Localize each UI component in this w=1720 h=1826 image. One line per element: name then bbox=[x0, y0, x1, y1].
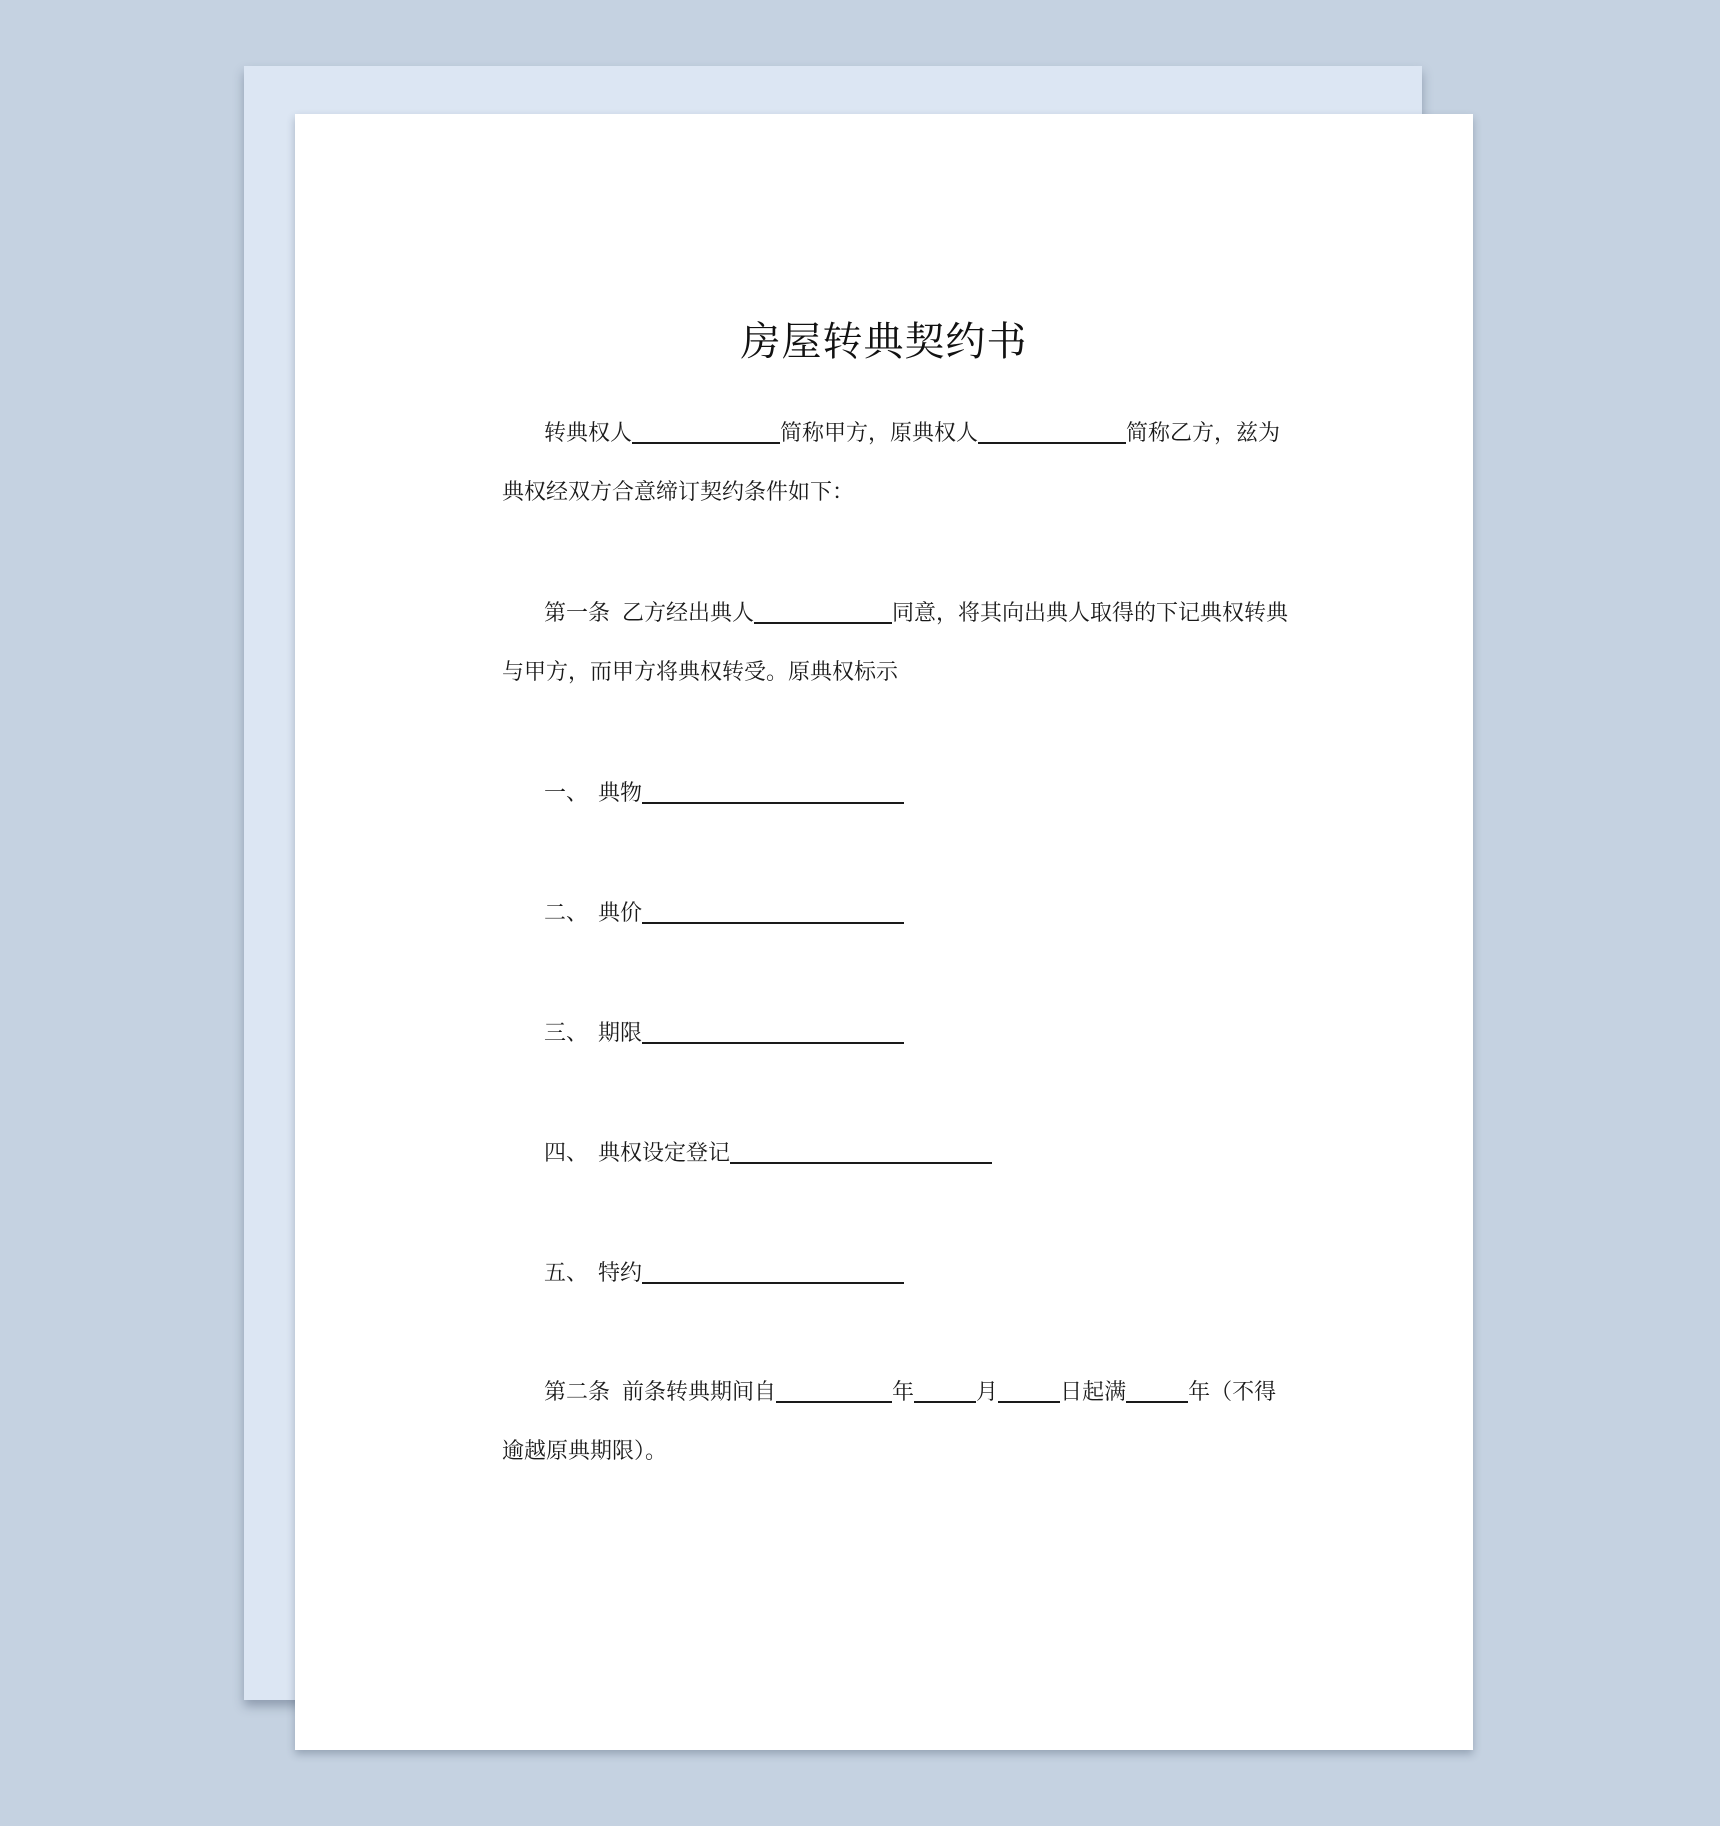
document-page bbox=[295, 114, 1473, 1750]
item-blank bbox=[642, 898, 904, 924]
short-b-text: 简称乙方，兹为 bbox=[1126, 421, 1281, 446]
article2-label: 第二条 bbox=[544, 1380, 611, 1405]
item-blank bbox=[642, 1258, 904, 1284]
article1-line-2: 与甲方，而甲方将典权转受。原典权标示 bbox=[502, 660, 899, 685]
item-number: 二、 bbox=[544, 901, 589, 926]
year2-text: 年（不得 bbox=[1188, 1380, 1277, 1405]
document-title: 房屋转典契约书 bbox=[740, 319, 1028, 365]
article1-part1: 乙方经出典人 bbox=[622, 601, 755, 626]
intro-line-2: 典权经双方合意缔订契约条件如下： bbox=[502, 480, 855, 505]
start-year-blank bbox=[776, 1377, 892, 1403]
start-month-blank bbox=[914, 1377, 976, 1403]
item-special-terms bbox=[544, 1258, 904, 1289]
duration-years-blank bbox=[1126, 1377, 1188, 1403]
article2-part1: 前条转典期间自 bbox=[622, 1380, 777, 1405]
transferor-blank bbox=[632, 418, 780, 444]
item-property bbox=[544, 778, 904, 809]
item-label: 典价 bbox=[598, 901, 643, 926]
item-blank bbox=[642, 1018, 904, 1044]
item-term bbox=[544, 1018, 904, 1049]
item-label: 典权设定登记 bbox=[598, 1141, 731, 1166]
article1-label: 第一条 bbox=[544, 601, 611, 626]
article1-part2: 同意，将其向出典人取得的下记典权转典 bbox=[892, 601, 1289, 626]
item-number: 三、 bbox=[544, 1021, 589, 1046]
day-text: 日起满 bbox=[1060, 1380, 1127, 1405]
article1-line-1 bbox=[544, 598, 1288, 629]
item-blank bbox=[642, 778, 904, 804]
start-day-blank bbox=[998, 1377, 1060, 1403]
short-a-text: 简称甲方，原典权人 bbox=[780, 421, 979, 446]
item-label: 期限 bbox=[598, 1021, 643, 1046]
pledgor-blank bbox=[754, 598, 892, 624]
item-number: 四、 bbox=[544, 1141, 589, 1166]
article2-line-1 bbox=[544, 1377, 1276, 1408]
item-label: 典物 bbox=[598, 781, 643, 806]
item-label: 特约 bbox=[598, 1261, 643, 1286]
year-text: 年 bbox=[892, 1380, 915, 1405]
item-price bbox=[544, 898, 904, 929]
item-number: 五、 bbox=[544, 1261, 589, 1286]
item-blank bbox=[730, 1138, 992, 1164]
month-text: 月 bbox=[976, 1380, 999, 1405]
item-number: 一、 bbox=[544, 781, 589, 806]
transferor-label: 转典权人 bbox=[544, 421, 633, 446]
intro-line-1 bbox=[544, 418, 1280, 449]
original-holder-blank bbox=[978, 418, 1126, 444]
article2-line-2: 逾越原典期限）。 bbox=[502, 1439, 668, 1464]
item-registration bbox=[544, 1138, 992, 1169]
